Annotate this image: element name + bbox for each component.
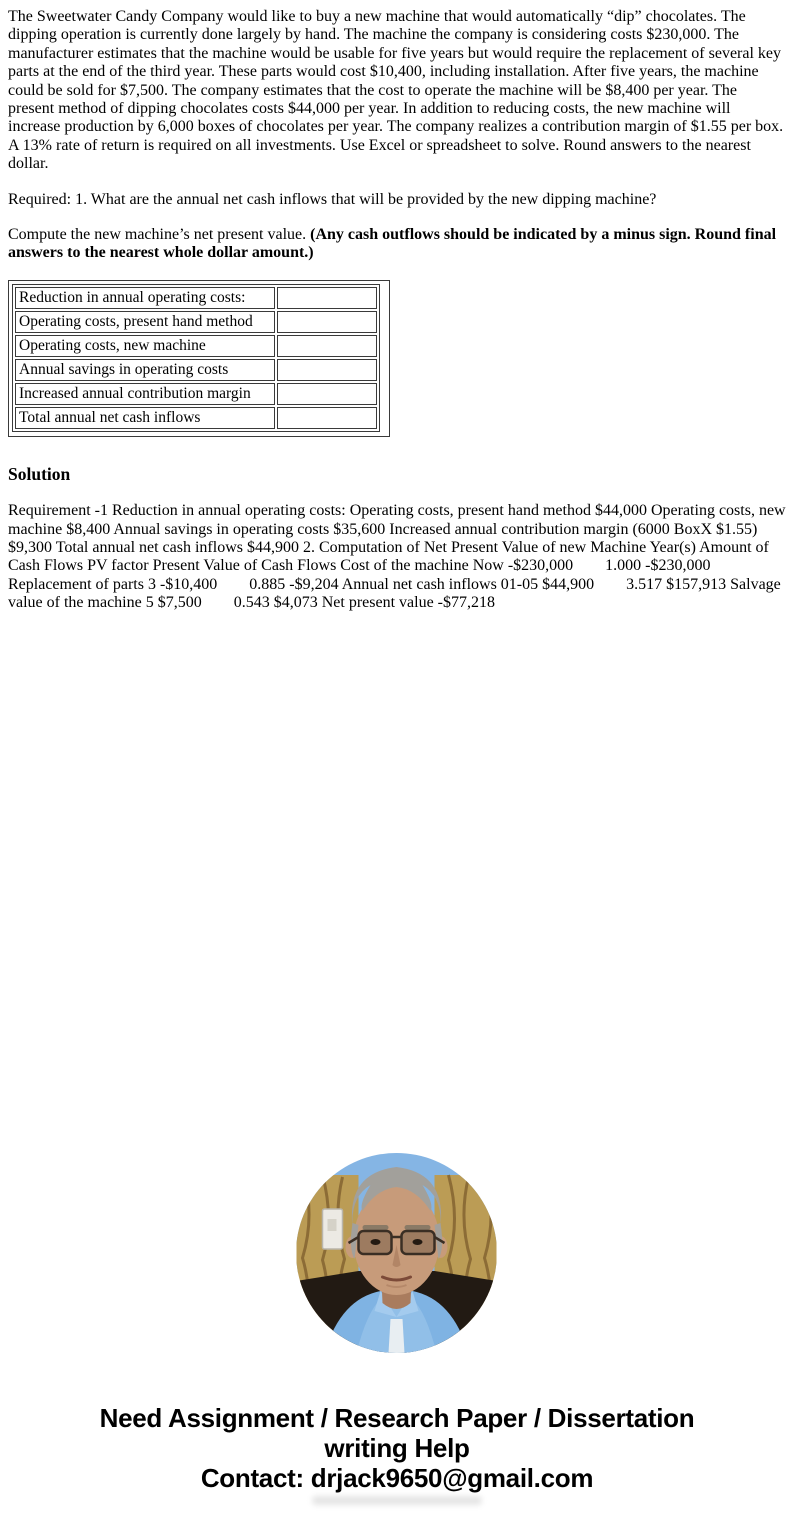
solution-heading: Solution	[8, 464, 71, 485]
answer-cell[interactable]	[277, 287, 377, 309]
row-label: Annual savings in operating costs	[15, 359, 275, 381]
answer-cell[interactable]	[277, 335, 377, 357]
problem-paragraph: The Sweetwater Candy Company would like to buy a new machine that would automatically “dip” chocolates. The dipping operation is currently done largely by hand. The machine the company is considering costs $230,000. The manufacturer estimates that the machine would be usable for five years but would require the replacement of several key parts at the end of the third year. These parts would cost $10,400, including installation. After five years, the machine could be sold for $7,500. The company estimates that the cost to operate the machine will be $8,400 per year. The present method of dipping chocolates costs $44,000 per year. In addition to reducing costs, the new machine will increase production by 6,000 boxes of chocolates per year. The company realizes a contribution margin of $1.55 per box. A 13% rate of return is required on all investments. Use Excel or spreadsheet to solve. Round answers to the nearest dollar.	[8, 8, 784, 173]
compute-instruction-bold: (Any cash outflows should be indicated by a minus sign. Round final answers to the nearest whole dollar amount.)	[8, 225, 777, 262]
solution-body: Requirement -1 Reduction in annual operating costs: Operating costs, present hand method $44,000 Operating costs, new machine $8,400 Annual savings in operating costs $35,600 Increased annual contribution margin (6000 BoxX $1.55) $9,300 Total annual net cash inflows $44,900 2. Computation of Net Present Value of new Machine Year(s) Amount of Cash Flows PV factor Present Value of Cash Flows Cost of the machine Now -$230,000 1.000 -$230,000 Replacement of parts 3 -$10,400 0.885 -$9,204 Annual net cash inflows 01-05 $44,900 3.517 $157,913 Salvage value of the machine 5 $7,500 0.543 $4,073 Net present value -$77,218	[8, 502, 790, 612]
row-label: Reduction in annual operating costs:	[15, 287, 275, 309]
row-label: Total annual net cash inflows	[15, 407, 275, 429]
answer-cell	[277, 407, 377, 429]
table-row	[15, 311, 377, 333]
compute-instruction	[8, 226, 786, 263]
tutor-avatar-illustration	[296, 1153, 497, 1353]
footer-line-2: writing Help	[324, 1433, 470, 1463]
tutor-avatar-photo	[296, 1153, 497, 1353]
compute-instruction-normal: Compute the new machine’s net present value.	[8, 225, 311, 243]
footer-contact-email: Contact: drjack9650@gmail.com	[200, 1463, 594, 1493]
answer-cell[interactable]	[277, 383, 377, 405]
worksheet-table	[12, 284, 380, 432]
table-row	[15, 407, 377, 429]
row-label: Operating costs, new machine	[15, 335, 275, 357]
row-label: Operating costs, present hand method	[15, 311, 275, 333]
footer-help-text	[0, 1403, 794, 1493]
watermark-smudge	[312, 1496, 482, 1505]
table-row	[15, 287, 377, 309]
footer-line-1: Need Assignment / Research Paper / Dissertation	[99, 1403, 695, 1433]
table-row	[15, 383, 377, 405]
answer-cell[interactable]	[277, 359, 377, 381]
required-line: Required: 1. What are the annual net cash inflows that will be provided by the new dipping machine?	[8, 190, 657, 208]
table-row	[15, 335, 377, 357]
document-content	[0, 0, 794, 638]
row-label: Increased annual contribution margin	[15, 383, 275, 405]
worksheet-table-frame	[8, 280, 390, 437]
answer-cell[interactable]	[277, 311, 377, 333]
table-row	[15, 359, 377, 381]
